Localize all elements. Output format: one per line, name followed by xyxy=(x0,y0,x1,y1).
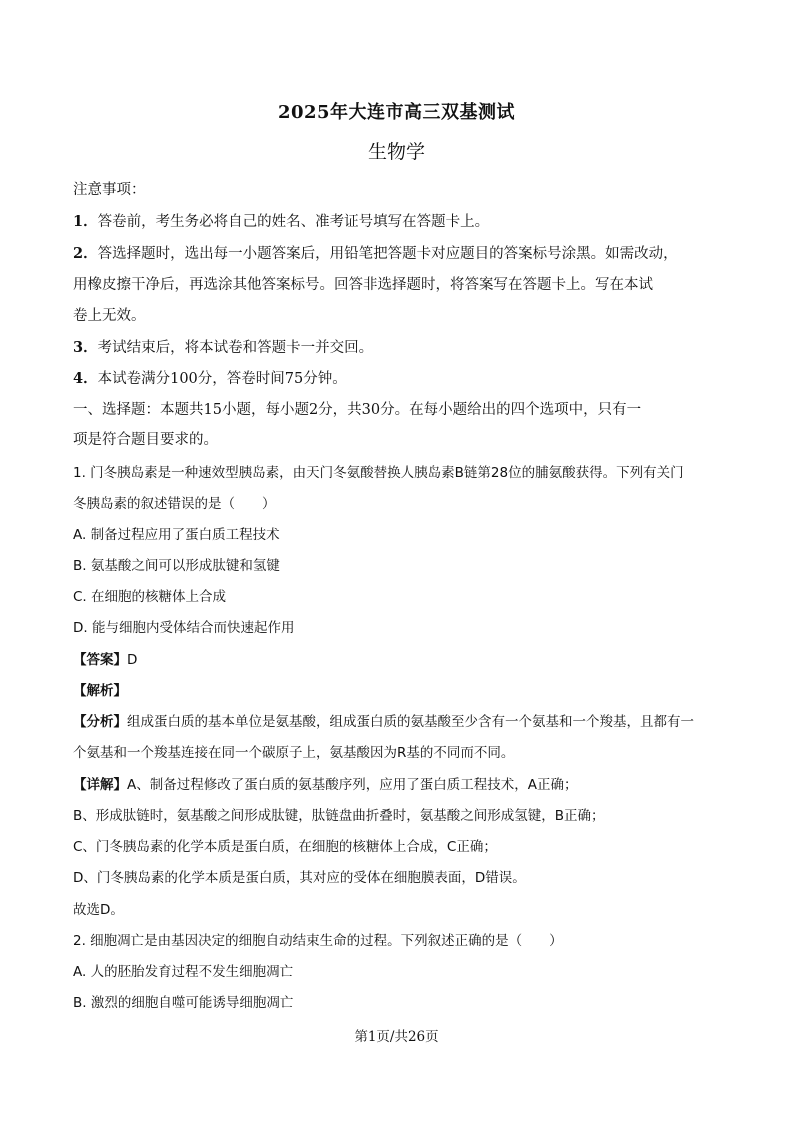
notice-num: 2． xyxy=(73,245,98,262)
question-2-option-b: B. 激烈的细胞自噬可能诱导细胞凋亡 xyxy=(73,995,294,1011)
question-1-stem: 1. 门冬胰岛素是一种速效型胰岛素，由天门冬氨酸替换人胰岛素B链第28位的脯氨酸获得。下列有关门 xyxy=(73,465,684,481)
section-heading: 项是符合题目要求的。 xyxy=(73,432,218,448)
notice-text: 答选择题时，选出每一小题答案后，用铅笔把答题卡对应题目的答案标号涂黑。如需改动， xyxy=(97,246,678,262)
xiangjie-text: A、制备过程修改了蛋白质的氨基酸序列，应用了蛋白质工程技术，A正确； xyxy=(127,777,578,793)
section-heading: 一、选择题：本题共15小题，每小题2分，共30分。在每小题给出的四个选项中，只有一 xyxy=(73,402,642,418)
notice-item-4 xyxy=(73,367,347,388)
xiangjie-label: 【详解】 xyxy=(73,777,127,793)
analysis-fenxi xyxy=(73,710,694,730)
notice-item-2 xyxy=(73,242,678,263)
question-2-stem: 2. 细胞凋亡是由基因决定的细胞自动结束生命的过程。下列叙述正确的是（ ） xyxy=(73,933,563,949)
answer-value: D xyxy=(127,652,138,668)
fenxi-text: 个氨基和一个羧基连接在同一个碳原子上，氨基酸因为R基的不同而不同。 xyxy=(73,745,515,761)
xiangjie-conclusion: 故选D。 xyxy=(73,902,124,918)
notice-text: 答卷前，考生务必将自己的姓名、准考证号填写在答题卡上。 xyxy=(97,214,490,230)
notice-num: 3． xyxy=(73,339,98,356)
notice-text: 考试结束后，将本试卷和答题卡一并交回。 xyxy=(97,340,374,356)
notice-heading: 注意事项： xyxy=(73,182,146,198)
question-1-option-c: C. 在细胞的核糖体上合成 xyxy=(73,589,227,605)
xiangjie-text: D、门冬胰岛素的化学本质是蛋白质，其对应的受体在细胞膜表面，D错误。 xyxy=(73,870,526,886)
analysis-xiangjie xyxy=(73,773,577,793)
notice-num: 4． xyxy=(73,370,98,387)
notice-item-3 xyxy=(73,336,373,357)
question-1-stem: 冬胰岛素的叙述错误的是（ ） xyxy=(73,496,276,512)
answer-label: 【答案】 xyxy=(73,652,127,668)
notice-num: 1． xyxy=(73,213,98,230)
xiangjie-text: C、门冬胰岛素的化学本质是蛋白质，在细胞的核糖体上合成，C正确； xyxy=(73,839,497,855)
question-1-answer xyxy=(73,648,137,668)
page-number: 第1页/共26页 xyxy=(354,1029,439,1045)
question-1-option-d: D. 能与细胞内受体结合而快速起作用 xyxy=(73,620,295,636)
fenxi-text: 组成蛋白质的基本单位是氨基酸，组成蛋白质的氨基酸至少含有一个氨基和一个羧基，且都有一 xyxy=(127,714,694,730)
exam-title: 2025年大连市高三双基测试 xyxy=(277,102,516,123)
notice-text: 本试卷满分100分，答卷时间75分钟。 xyxy=(97,371,347,387)
notice-item-1 xyxy=(73,210,489,231)
notice-text: 用橡皮擦干净后，再选涂其他答案标号。回答非选择题时，将答案写在答题卡上。写在本试 xyxy=(73,277,653,293)
subject-title: 生物学 xyxy=(367,141,425,163)
notice-text: 卷上无效。 xyxy=(73,308,146,324)
xiangjie-text: B、形成肽链时，氨基酸之间形成肽键，肽链盘曲折叠时，氨基酸之间形成氢键，B正确； xyxy=(73,808,605,824)
question-1-option-a: A. 制备过程应用了蛋白质工程技术 xyxy=(73,527,280,543)
fenxi-label: 【分析】 xyxy=(73,714,127,730)
question-2-option-a: A. 人的胚胎发育过程不发生细胞凋亡 xyxy=(73,964,294,980)
analysis-label: 【解析】 xyxy=(73,683,127,699)
question-1-option-b: B. 氨基酸之间可以形成肽键和氢键 xyxy=(73,558,280,574)
